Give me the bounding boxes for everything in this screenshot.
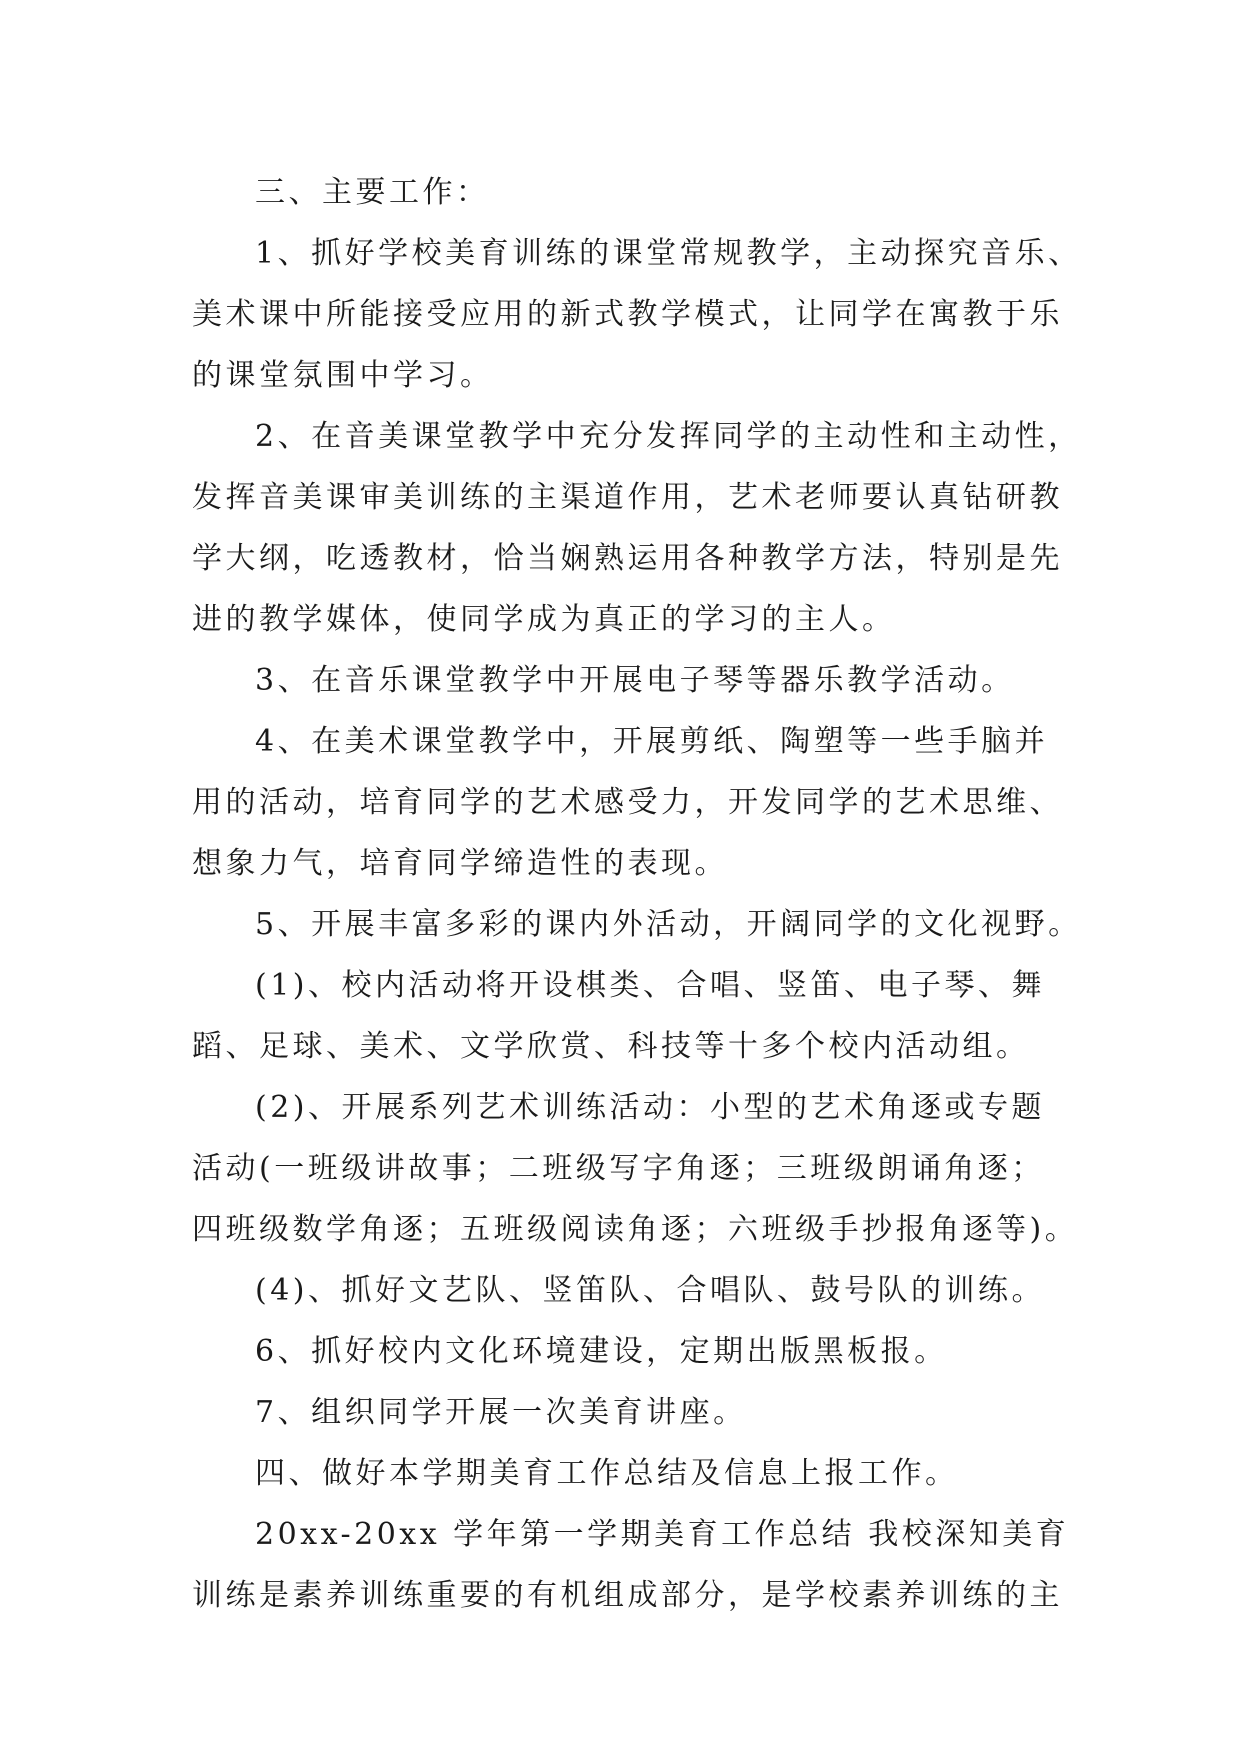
paragraph (192, 406, 1082, 650)
text-line: 5、开展丰富多彩的课内外活动，开阔同学的文化视野。 (255, 907, 1082, 942)
text-line: 发挥音美课审美训练的主渠道作用，艺术老师要认真钻研教 (192, 480, 1063, 515)
text-line: 蹈、足球、美术、文学欣赏、科技等十多个校内活动组。 (192, 1029, 1030, 1064)
text-line: 学大纲，吃透教材，恰当娴熟运用各种教学方法，特别是先 (192, 541, 1063, 576)
paragraph (192, 1077, 1079, 1260)
text-line: 美术课中所能接受应用的新式教学模式，让同学在寓教于乐 (192, 297, 1063, 332)
text-line: 用的活动，培育同学的艺术感受力，开发同学的艺术思维、 (192, 785, 1063, 820)
paragraph (192, 894, 1082, 955)
text-line: (1)、校内活动将开设棋类、合唱、竖笛、电子琴、舞 (255, 968, 1045, 1003)
paragraph (192, 650, 1054, 711)
text-line: 四班级数学角逐；五班级阅读角逐；六班级手抄报角逐等)。 (192, 1212, 1079, 1247)
text-line: 1、抓好学校美育训练的课堂常规教学，主动探究音乐、 (255, 236, 1082, 271)
paragraph (192, 162, 1054, 223)
text-line: (2)、开展系列艺术训练活动：小型的艺术角逐或专题 (255, 1090, 1045, 1125)
paragraph (192, 711, 1063, 894)
text-line: 6、抓好校内文化环境建设，定期出版黑板报。 (255, 1334, 948, 1369)
paragraph (192, 1260, 1054, 1321)
text-line: 3、在音乐课堂教学中开展电子琴等器乐教学活动。 (255, 663, 1015, 698)
text-line: 活动(一班级讲故事；二班级写字角逐；三班级朗诵角逐； (192, 1151, 1045, 1186)
text-line: 训练是素养训练重要的有机组成部分，是学校素养训练的主 (192, 1578, 1063, 1613)
text-line: 7、组织同学开展一次美育讲座。 (255, 1395, 747, 1430)
text-line: 三、主要工作： (255, 175, 490, 210)
paragraph (192, 955, 1054, 1077)
document-body (192, 162, 1082, 1626)
text-line: 2、在音美课堂教学中充分发挥同学的主动性和主动性， (255, 419, 1082, 454)
text-line: 4、在美术课堂教学中，开展剪纸、陶塑等一些手脑并 (255, 724, 1049, 759)
paragraph (192, 1443, 1054, 1504)
paragraph (192, 1382, 1054, 1443)
paragraph (192, 1321, 1054, 1382)
text-line: 进的教学媒体，使同学成为真正的学习的主人。 (192, 602, 896, 637)
text-line: 四、做好本学期美育工作总结及信息上报工作。 (255, 1456, 959, 1491)
paragraph (192, 223, 1082, 406)
text-line: 想象力气，培育同学缔造性的表现。 (192, 846, 728, 881)
text-line: 20xx-20xx 学年第一学期美育工作总结 我校深知美育 (255, 1517, 1070, 1552)
text-line: (4)、抓好文艺队、竖笛队、合唱队、鼓号队的训练。 (255, 1273, 1045, 1308)
paragraph (192, 1504, 1070, 1626)
text-line: 的课堂氛围中学习。 (192, 358, 494, 393)
